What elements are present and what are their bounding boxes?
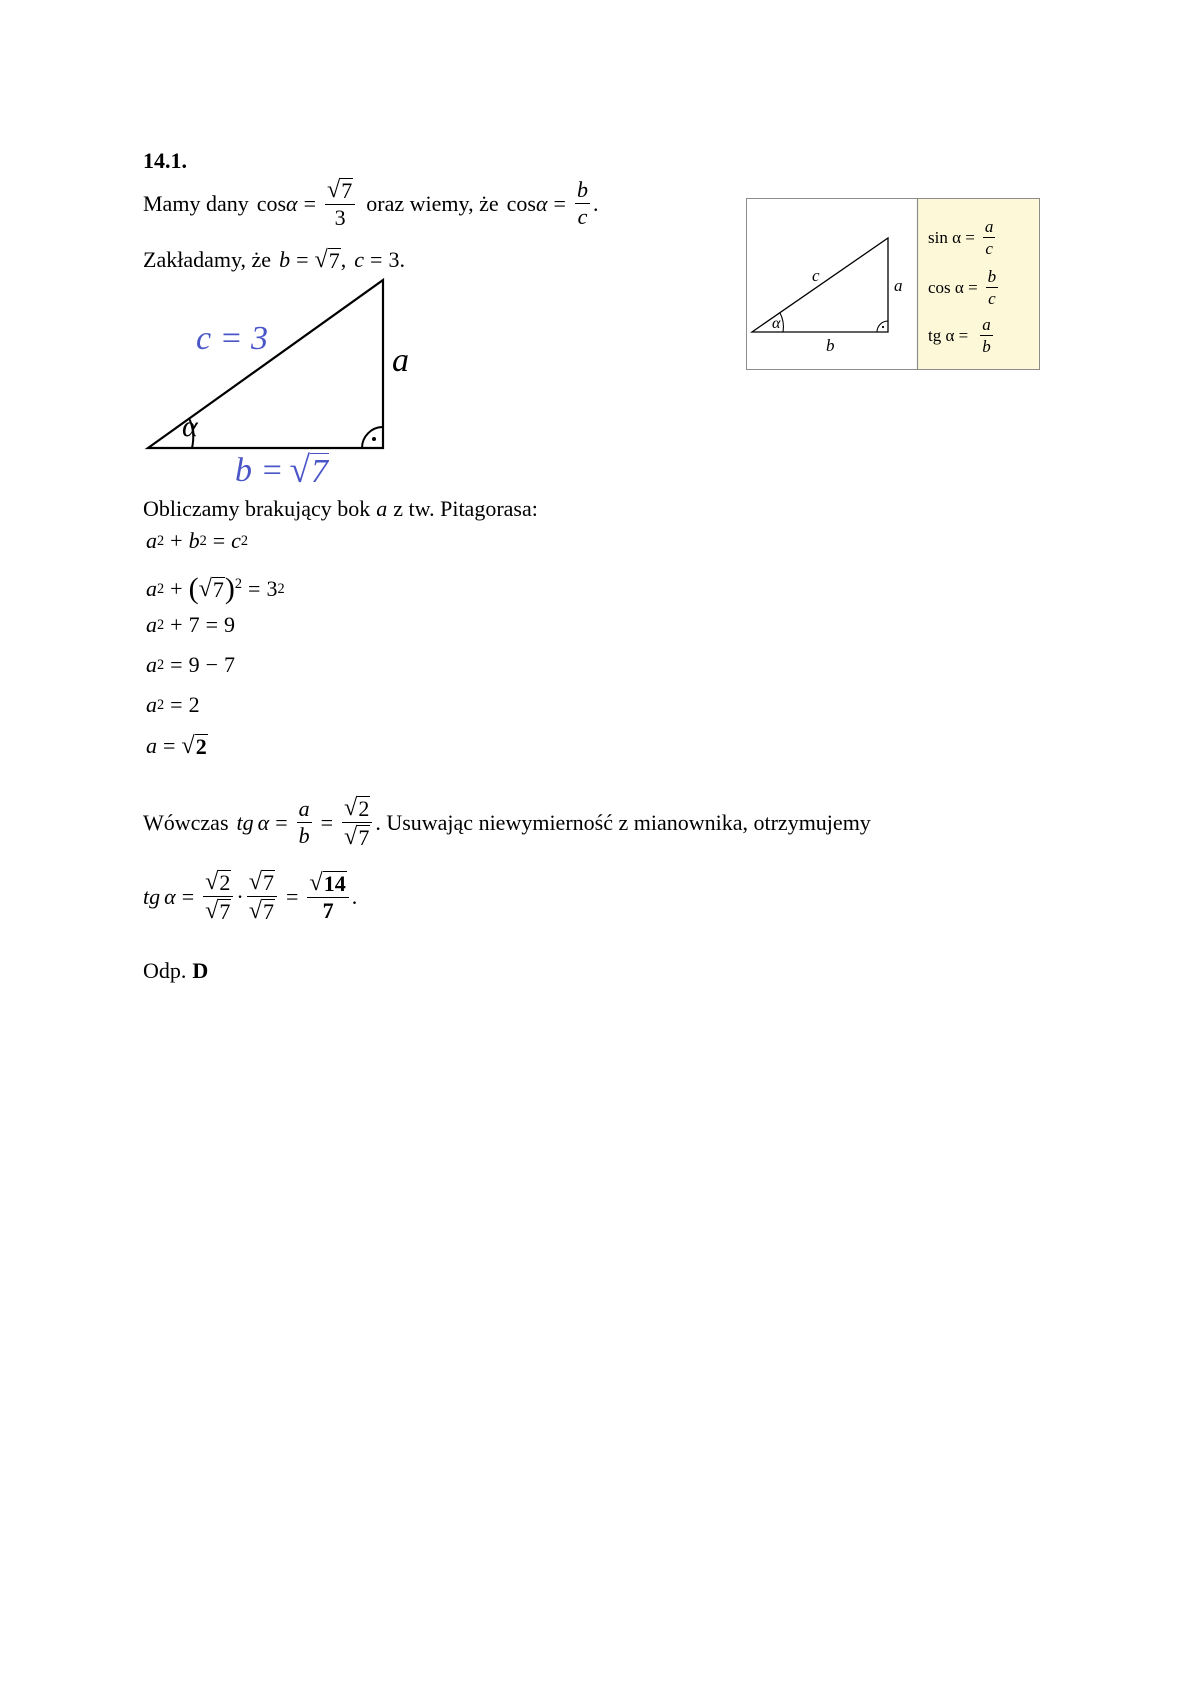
equation-3: a 2 + 7 = 9 — [146, 612, 235, 637]
sqrt-icon: √ — [205, 897, 219, 925]
given-text: Mamy dany — [143, 190, 249, 216]
equals-sign-2: = — [553, 190, 566, 216]
ref-b-label: b — [826, 336, 835, 355]
assume-line — [143, 248, 405, 272]
rationalized-line: tg α = √ 2 √ 7 · √ 7 √ 7 = √ 14 7 . — [143, 868, 358, 925]
alpha-symbol-2: α — [535, 190, 548, 216]
equals-sign: = — [296, 247, 309, 273]
value-3: 3. — [388, 247, 405, 273]
fraction-sqrt7-over-3: √ 7 3 — [325, 178, 355, 229]
trig-reference-figure — [746, 198, 1040, 370]
sqrt-icon: √ — [309, 869, 323, 897]
equation-4: a 2 = 9 − 7 — [146, 652, 235, 677]
comma: , — [340, 247, 347, 273]
equation-1: a 2 + b 2 = c 2 — [146, 528, 249, 553]
sqrt-icon: √ — [289, 450, 310, 491]
right-angle-arc — [362, 427, 383, 448]
tangent-line: Wówczas tg α = $\frac{a}{b}$ = √ 2 √ 7 . Usuwając niewymierność z mianownika, otrzymujemy — [143, 794, 871, 851]
ref-c-label: c — [812, 266, 820, 285]
pitagoras-intro: Obliczamy brakujący bok a z tw. Pitagorasa: — [143, 496, 538, 521]
right-angle-dot — [372, 437, 376, 441]
sqrt-7: √ 7 — [314, 246, 340, 274]
given-cos-line — [143, 178, 598, 229]
leg-a-label: a — [392, 342, 409, 379]
problem-number: 14.1. — [143, 148, 187, 173]
tg-formula: tg α = $\frac{a}{b}$ — [928, 315, 991, 356]
sqrt-icon: √ — [205, 868, 219, 895]
equals-sign-2: = — [370, 247, 383, 273]
cos-formula: cos α = $\frac{b}{c}$ — [928, 267, 997, 308]
sqrt-icon: √ — [198, 574, 212, 602]
cos-fn-2: cos — [506, 190, 536, 216]
var-b: b — [279, 247, 291, 273]
equation-2: a 2 + ( √ 7 ) 2 = 3 2 — [146, 572, 285, 605]
equals-sign: = — [303, 190, 317, 216]
alpha-label: α — [182, 410, 198, 443]
sqrt-icon: √ — [181, 732, 195, 759]
fraction-b-over-c: $\frac{b}{c}$ — [576, 177, 588, 230]
answer-line: Odp. D — [143, 958, 209, 983]
sqrt-icon: √ — [248, 868, 262, 895]
alpha-symbol: α — [286, 190, 298, 216]
equation-5: a 2 = 2 — [146, 692, 200, 717]
equation-6: a = √ 2 — [146, 732, 207, 760]
sqrt-icon: √ — [248, 897, 262, 925]
ref-alpha-label: α — [772, 315, 781, 332]
mid-text: oraz wiemy, że — [366, 190, 499, 216]
leg-b-label: b = √ 7 — [235, 450, 328, 491]
sqrt-icon: √ — [327, 176, 341, 203]
end-dot: . — [592, 190, 599, 216]
sin-formula: sin α = $\frac{a}{c}$ — [928, 217, 994, 258]
hypotenuse-label: c = 3 — [196, 320, 269, 357]
sqrt-icon: √ — [344, 823, 358, 851]
ref-a-label: a — [894, 276, 903, 295]
cos-fn: cos — [256, 190, 287, 216]
sqrt-icon: √ — [314, 246, 328, 273]
sqrt-icon: √ — [344, 794, 358, 821]
var-c: c — [354, 247, 365, 273]
assume-text: Zakładamy, że — [143, 247, 272, 273]
